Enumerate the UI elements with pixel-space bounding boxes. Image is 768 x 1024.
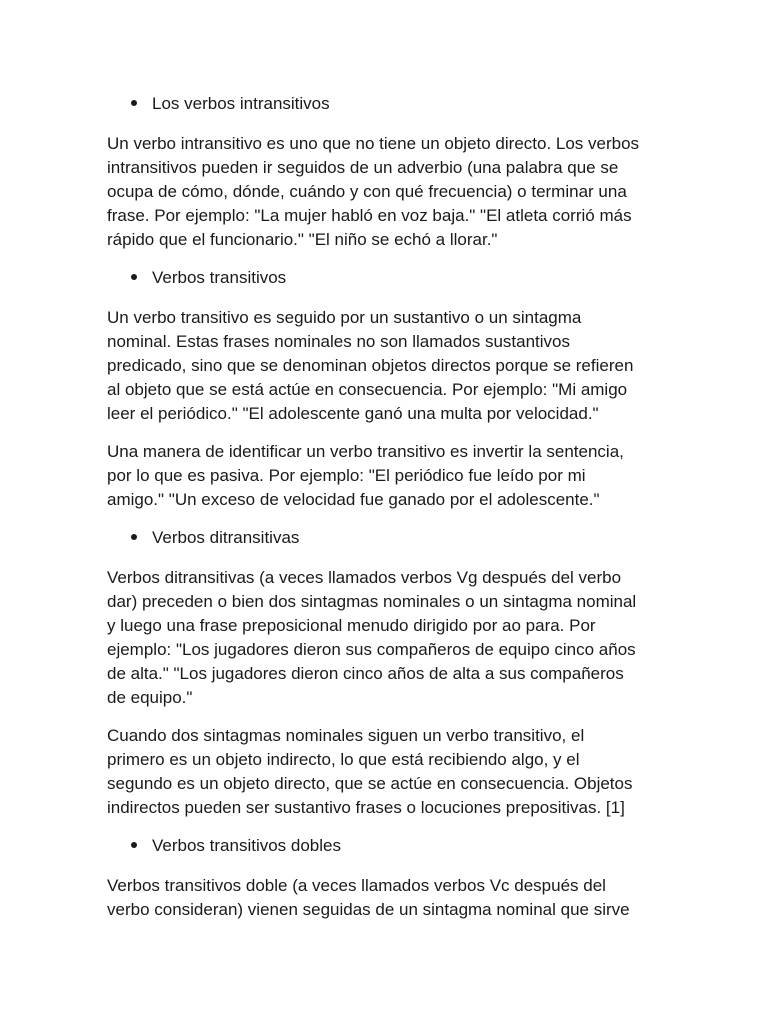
paragraph: Una manera de identificar un verbo transitivo es invertir la sentencia, por lo que es pasiva. Por ejemplo: "El periódico fue leído por mi amigo." "Un exceso de velocidad fue ganado por el adolescente." (107, 442, 624, 509)
paragraph: Un verbo transitivo es seguido por un sustantivo o un sintagma nominal. Estas frases nominales no son llamados sustantivos predicado, sino que se denominan objetos directos porque se refieren al objeto que se está actúe en consecuencia. Por ejemplo: "Mi amigo leer el periódico." "El adolescente ganó una multa por velocidad." (107, 308, 634, 423)
bullet-icon (131, 842, 137, 848)
paragraph: Verbos ditransitivas (a veces llamados verbos Vg después del verbo dar) preceden o bien dos sintagmas nominales o un sintagma nominal y luego una frase preposicional menudo dirigido por ao para. Por ejemplo: "Los jugadores dieron sus compañeros de equipo cinco años de alta." "Los jugadores dieron cinco años de alta a sus compañeros de equipo." (107, 568, 637, 707)
heading-text: Verbos ditransitivas (152, 528, 300, 547)
bullet-icon (131, 100, 137, 106)
paragraph: Verbos transitivos doble (a veces llamados verbos Vc después del verbo consideran) vienen seguidas de un sintagma nominal que sirve (107, 876, 630, 919)
bullet-heading-ditransitivas (107, 526, 660, 550)
bullet-heading-transitivos-dobles (107, 834, 660, 858)
bullet-heading-intransitivos (107, 92, 660, 116)
heading-text: Los verbos intransitivos (152, 94, 330, 113)
heading-text: Verbos transitivos (152, 268, 287, 287)
paragraph: Un verbo intransitivo es uno que no tiene un objeto directo. Los verbos intransitivos pueden ir seguidos de un adverbio (una palabra que se ocupa de cómo, dónde, cuándo y con qué frecuencia) o terminar una frase. Por ejemplo: "La mujer habló en voz baja." "El atleta corrió más rápido que el funcionario." "El niño se echó a llorar." (107, 134, 640, 249)
heading-text: Verbos transitivos dobles (152, 836, 341, 855)
bullet-icon (131, 274, 137, 280)
bullet-icon (131, 534, 137, 540)
bullet-heading-transitivos (107, 266, 660, 290)
paragraph: Cuando dos sintagmas nominales siguen un verbo transitivo, el primero es un objeto indirecto, lo que está recibiendo algo, y el segundo es un objeto directo, que se actúe en consecuencia. Objetos indirectos pueden ser sustantivo frases o locuciones prepositivas. [1] (107, 726, 633, 817)
